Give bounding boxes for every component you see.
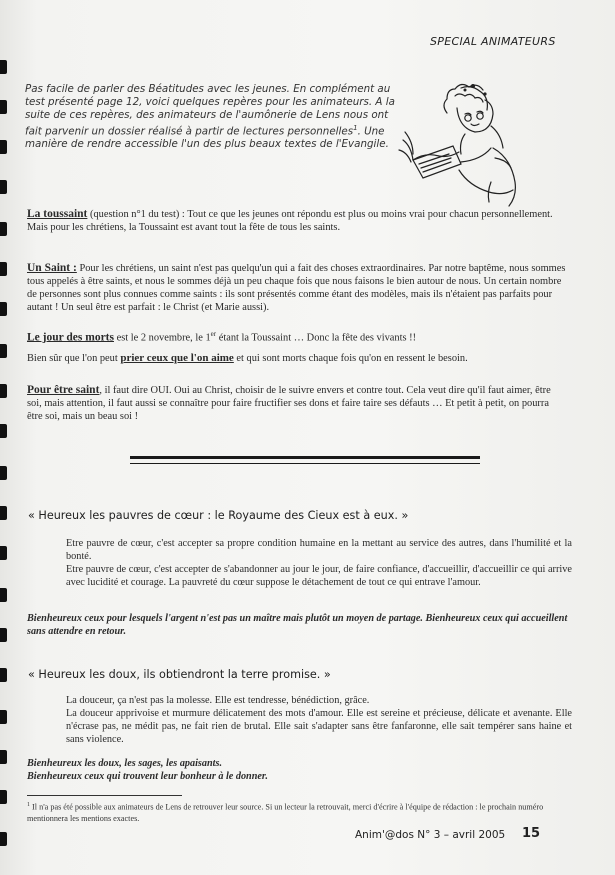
footnote-divider xyxy=(27,795,182,796)
beatitude-title-doux: « Heureux les doux, ils obtiendront la terre promise. » xyxy=(28,668,331,681)
beatitude-quote-pauvres: Bienheureux ceux pour lesquels l'argent n'est pas un maître mais plutôt un moyen de partage. Bienheureux ceux qui accueillent sans attendre en retour. xyxy=(27,613,568,637)
footnote: $^1$ Il n'a pas été possible aux animateurs de Lens de retrouver leur source. Si un lecteur la retrouvait, merci d'écrire à l'équipe de rédaction : le prochain numéro mentionnera les mentions exactes. xyxy=(27,802,544,823)
beatitude-body-pauvres: Etre pauvre de cœur, c'est accepter sa propre condition humaine en la mettant au service des autres, dans l'humilité et la bonté. Etre pauvre de cœur, c'est accepter de s'abandonner au jour le jour, de faire confiance, d'accueillir, d'accueillir ce qui arrive avec lucidité et courage. La pauvreté du cœur suppose le détachement de tout ce qui entrave l'amour. xyxy=(66,538,572,588)
publication-footer: Anim'@dos N° 3 – avril 2005 xyxy=(355,829,506,841)
beatitude-quote-doux: Bienheureux les doux, les sages, les apaisants. Bienheureux ceux qui trouvent leur bonheur à le donner. xyxy=(27,758,268,782)
section-header: SPECIAL ANIMATEURS xyxy=(430,35,556,48)
definition-toussaint: La toussaint (question n°1 du test) : Tout ce que les jeunes ont répondu est plus ou moins vrai pour chacun personnellement. Mais pour les chrétiens, la Toussaint est avant tout la fête de tous les saints. xyxy=(27,208,553,233)
definition-saint: Un Saint : Pour les chrétiens, un saint n'est pas quelqu'un qui a fait des choses extraordinaires. Par notre baptême, nous sommes tous appelés à être saints, et nous le sommes déjà un peu chaque fois que nous faisons le bien autour de nous. Un certain nombre de personnes sont plus connues comme saints : ils sont présentés comme étant des modèles, mais ils n'étaient pas parfaits pour autant ! Un seul être est parfait : le Christ (et Marie aussi). xyxy=(27,262,566,313)
definition-jour-des-morts: Le jour des morts est le 2 novembre, le 1er étant la Toussaint … Donc la fête des vivants !! xyxy=(27,330,417,344)
beatitude-body-doux: La douceur, ça n'est pas la molesse. Elle est tendresse, bénédiction, grâce. La douceur apprivoise et murmure délicatement des mots d'amour. Elle est sereine et précieuse, délicate et avenante. Elle n'écrase pas, ne médit pas, ne fait rien de brutal. Elle sait s'adapter sans être fanfaronne, elle sait tempérer sans haine et sans violence. xyxy=(66,695,572,745)
page-number: 15 xyxy=(522,826,541,841)
person-reading-drawing-icon xyxy=(395,78,530,213)
intro-text: Pas facile de parler des Béatitudes avec les jeunes. En complément au test présenté page 12, voici quelques repères pour les animateurs. A la suite de ces repères, des animateurs de l'aumônerie de Lens nous ont fait parvenir un dossier réalisé à partir de lectures personnelles$^1$. Une manière de rendre accessible l'un des plus beaux textes de l'Evangile. xyxy=(25,83,395,151)
definition-prier: Bien sûr que l'on peut prier ceux que l'on aime et qui sont morts chaque fois qu'on en ressent le besoin. xyxy=(27,352,468,364)
definition-etre-saint: Pour être saint, il faut dire OUI. Oui au Christ, choisir de le suivre envers et contre tout. Cela veut dire qu'il faut aimer, être soi, mais attention, il faut aussi se connaître pour faire fructifier ses dons et faire taire ses défauts … Et petit à petit, on pourra être soi, mais un beau soi ! xyxy=(27,384,551,422)
beatitude-title-pauvres: « Heureux les pauvres de cœur : le Royaume des Cieux est à eux. » xyxy=(28,509,409,522)
section-divider xyxy=(130,456,480,464)
spiral-binding xyxy=(0,0,12,875)
